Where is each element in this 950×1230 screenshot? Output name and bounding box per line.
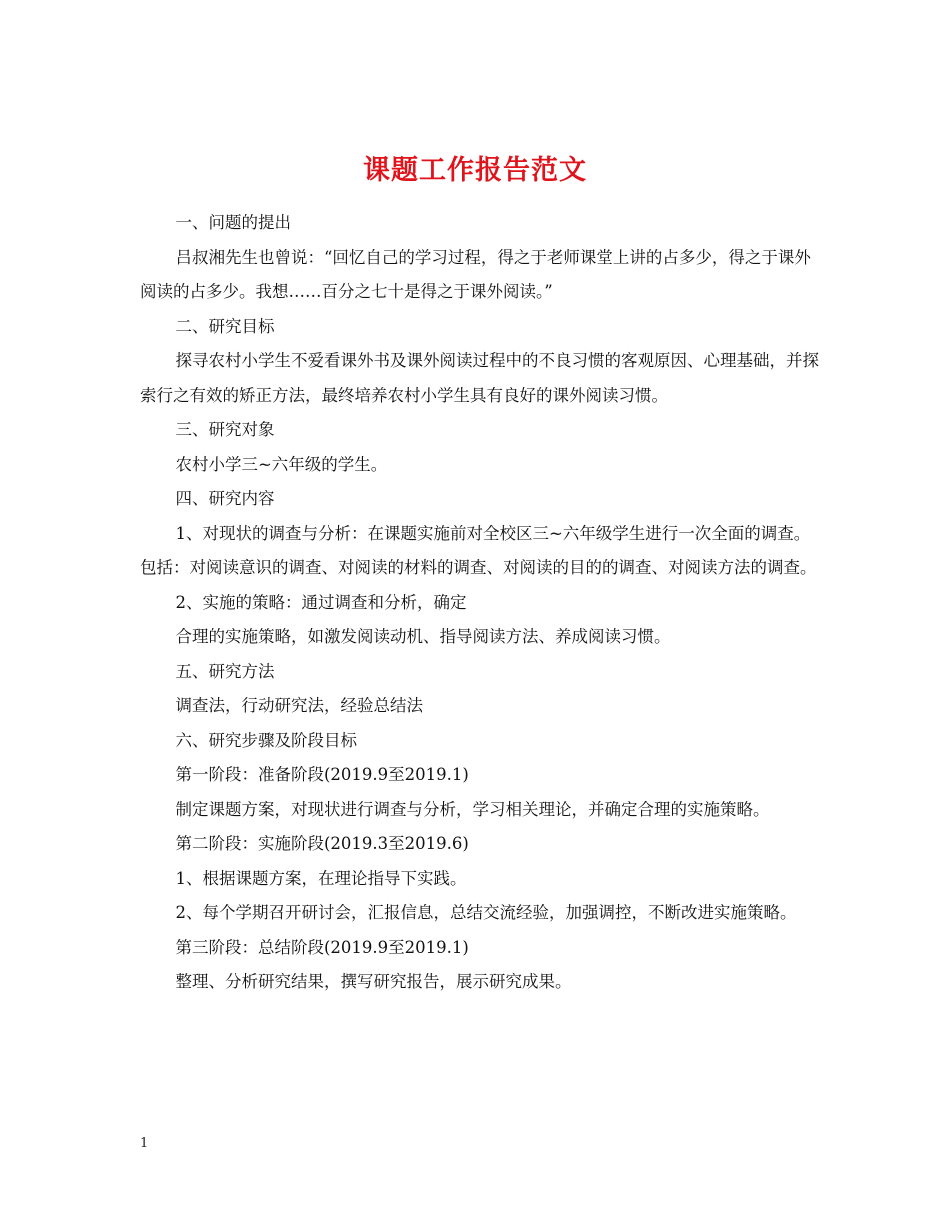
stage-three-detail: 整理、分析研究结果，撰写研究报告，展示研究成果。 — [175, 972, 572, 991]
paragraph-quote: 吕叔湘先生也曾说：“回忆自己的学习过程，得之于老师课堂上讲的占多少，得之于课外阅读的占多少。我想……百分之七十是得之于课外阅读。” — [140, 247, 811, 301]
document-body — [140, 206, 825, 1000]
paragraph-method: 调查法，行动研究法，经验总结法 — [175, 696, 423, 715]
document-title: 课题工作报告范文 — [363, 155, 587, 187]
paragraph-content-strategy: 2、实施的策略：通过调查和分析，确定 — [175, 592, 467, 612]
stage-two-item-2: 2、每个学期召开研讨会，汇报信息，总结交流经验，加强调控，不断改进实施策略。 — [175, 903, 797, 922]
section-heading-method: 五、研究方法 — [175, 661, 275, 681]
stage-two-heading: 第二阶段：实施阶段(2019.3至2019.6) — [175, 834, 469, 853]
paragraph-content-strategy-detail: 合理的实施策略，如激发阅读动机、指导阅读方法、养成阅读习惯。 — [175, 627, 671, 646]
stage-one-detail: 制定课题方案，对现状进行调查与分析，学习相关理论，并确定合理的实施策略。 — [175, 799, 770, 819]
stage-three-heading: 第三阶段：总结阶段(2019.9至2019.1) — [175, 937, 469, 957]
stage-one-heading: 第一阶段：准备阶段(2019.9至2019.1) — [175, 765, 469, 784]
section-heading-subject: 三、研究对象 — [175, 420, 275, 439]
page-number: 1 — [140, 1136, 149, 1151]
paragraph-subject: 农村小学三~六年级的学生。 — [175, 454, 388, 474]
stage-two-item-1: 1、根据课题方案，在理论指导下实践。 — [175, 868, 467, 888]
paragraph-goal: 探寻农村小学生不爱看课外书及课外阅读过程中的不良习惯的客观原因、心理基础，并探索行之有效的矫正方法，最终培养农村小学生具有良好的课外阅读习惯。 — [140, 351, 819, 405]
paragraph-content-survey: 1、对现状的调查与分析：在课题实施前对全校区三~六年级学生进行一次全面的调查。包括：对阅读意识的调查、对阅读的材料的调查、对阅读的目的的调查、对阅读方法的调查。 — [140, 523, 817, 577]
section-heading-goal: 二、研究目标 — [175, 316, 275, 336]
section-heading-problem: 一、问题的提出 — [175, 213, 291, 232]
section-heading-content: 四、研究内容 — [175, 489, 275, 508]
section-heading-steps: 六、研究步骤及阶段目标 — [175, 730, 357, 750]
